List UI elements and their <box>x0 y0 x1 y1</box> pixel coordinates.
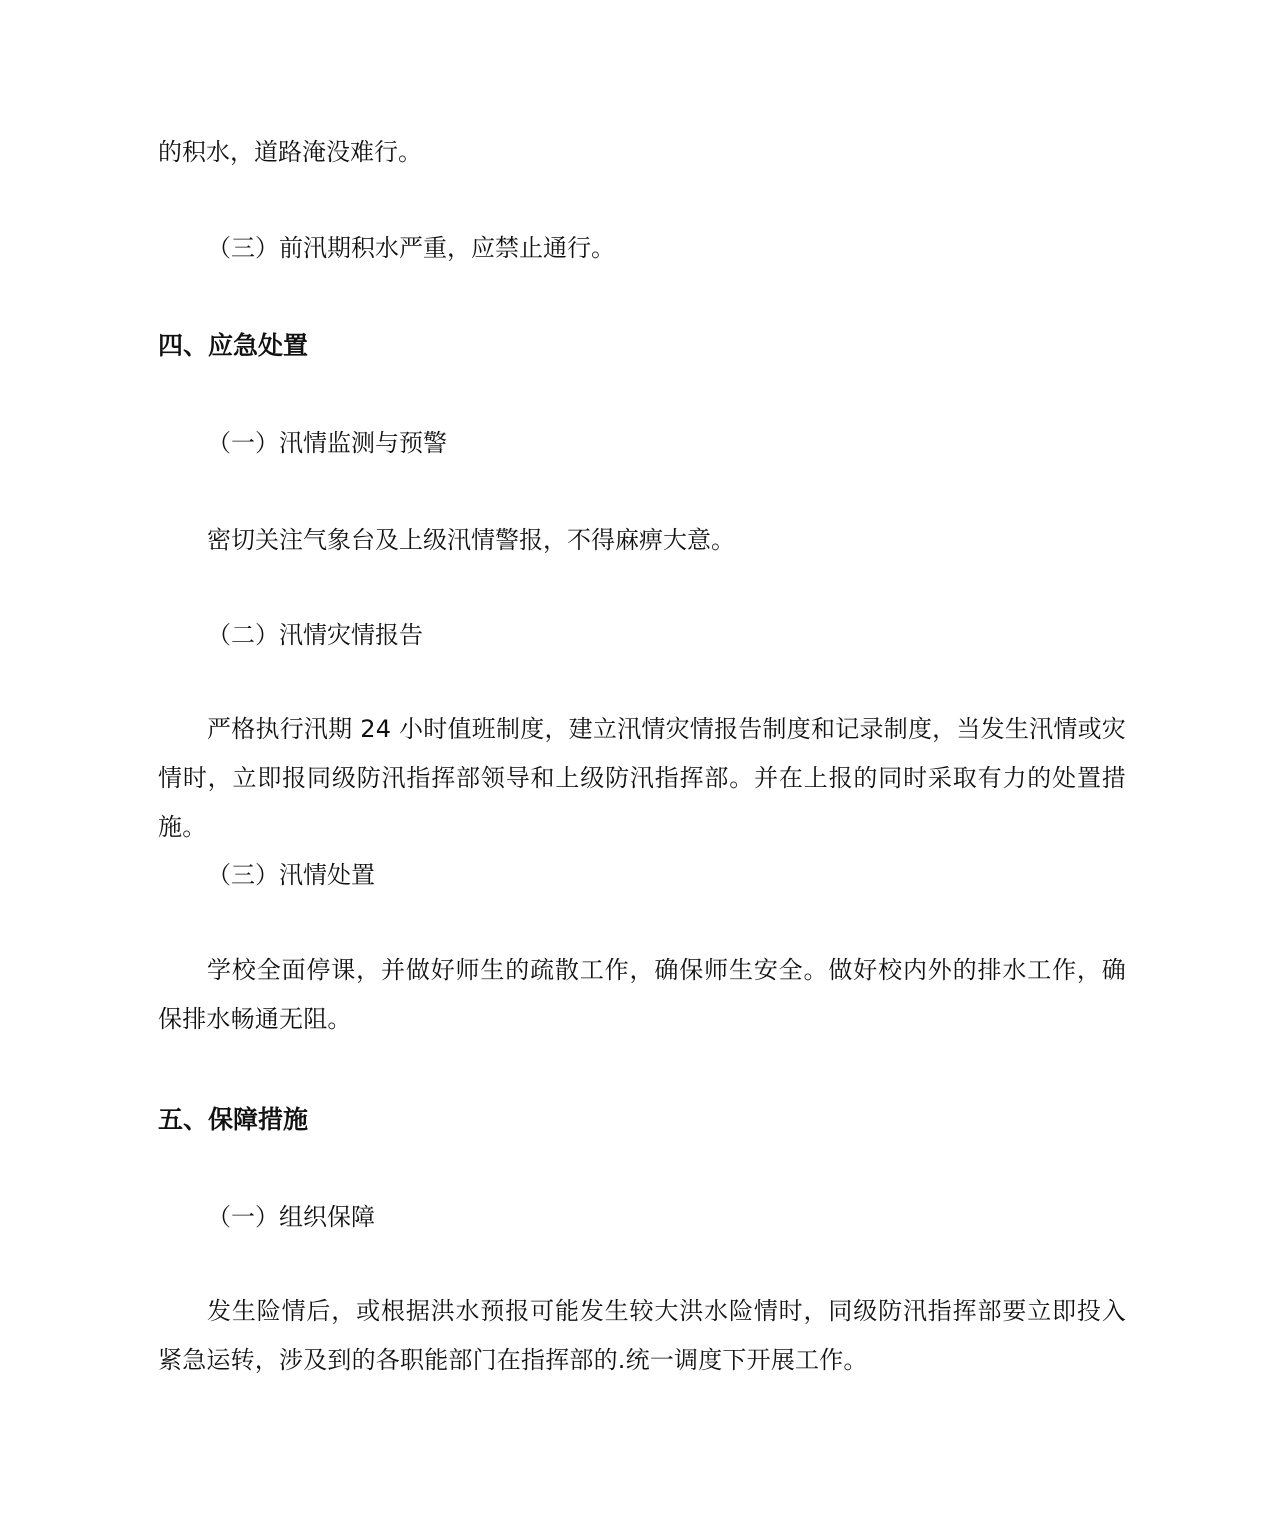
section-4-sub1-text: 密切关注气象台及上级汛情警报，不得麻痹大意。 <box>207 526 735 554</box>
section-5-sub1-title: （一）组织保障 <box>207 1203 375 1231</box>
section-4-sub3-title: （三）汛情处置 <box>207 861 375 889</box>
section-4-sub2-text: 严格执行汛期 24 小时值班制度，建立汛情灾情报告制度和记录制度，当发生汛情或灾情时，立即报同级防汛指挥部领导和上级防汛指挥部。并在上报的同时采取有力的处置措施。 <box>158 715 1126 841</box>
section-4-sub2-title: （二）汛情灾情报告 <box>207 621 423 649</box>
section-4-sub3-text: 学校全面停课，并做好师生的疏散工作，确保师生安全。做好校内外的排水工作，确保排水畅通无阻。 <box>158 956 1126 1033</box>
section-5-sub1-text: 发生险情后，或根据洪水预报可能发生较大洪水险情时，同级防汛指挥部要立即投入紧急运转，涉及到的各职能部门在指挥部的.统一调度下开展工作。 <box>158 1297 1126 1374</box>
section-5-heading: 五、保障措施 <box>158 1105 309 1134</box>
continuation-line: 的积水，道路淹没难行。 <box>158 138 422 166</box>
item-three-previous: （三）前汛期积水严重，应禁止通行。 <box>207 234 615 262</box>
section-4-heading: 四、应急处置 <box>158 331 309 360</box>
section-4-sub1-title: （一）汛情监测与预警 <box>207 429 447 457</box>
